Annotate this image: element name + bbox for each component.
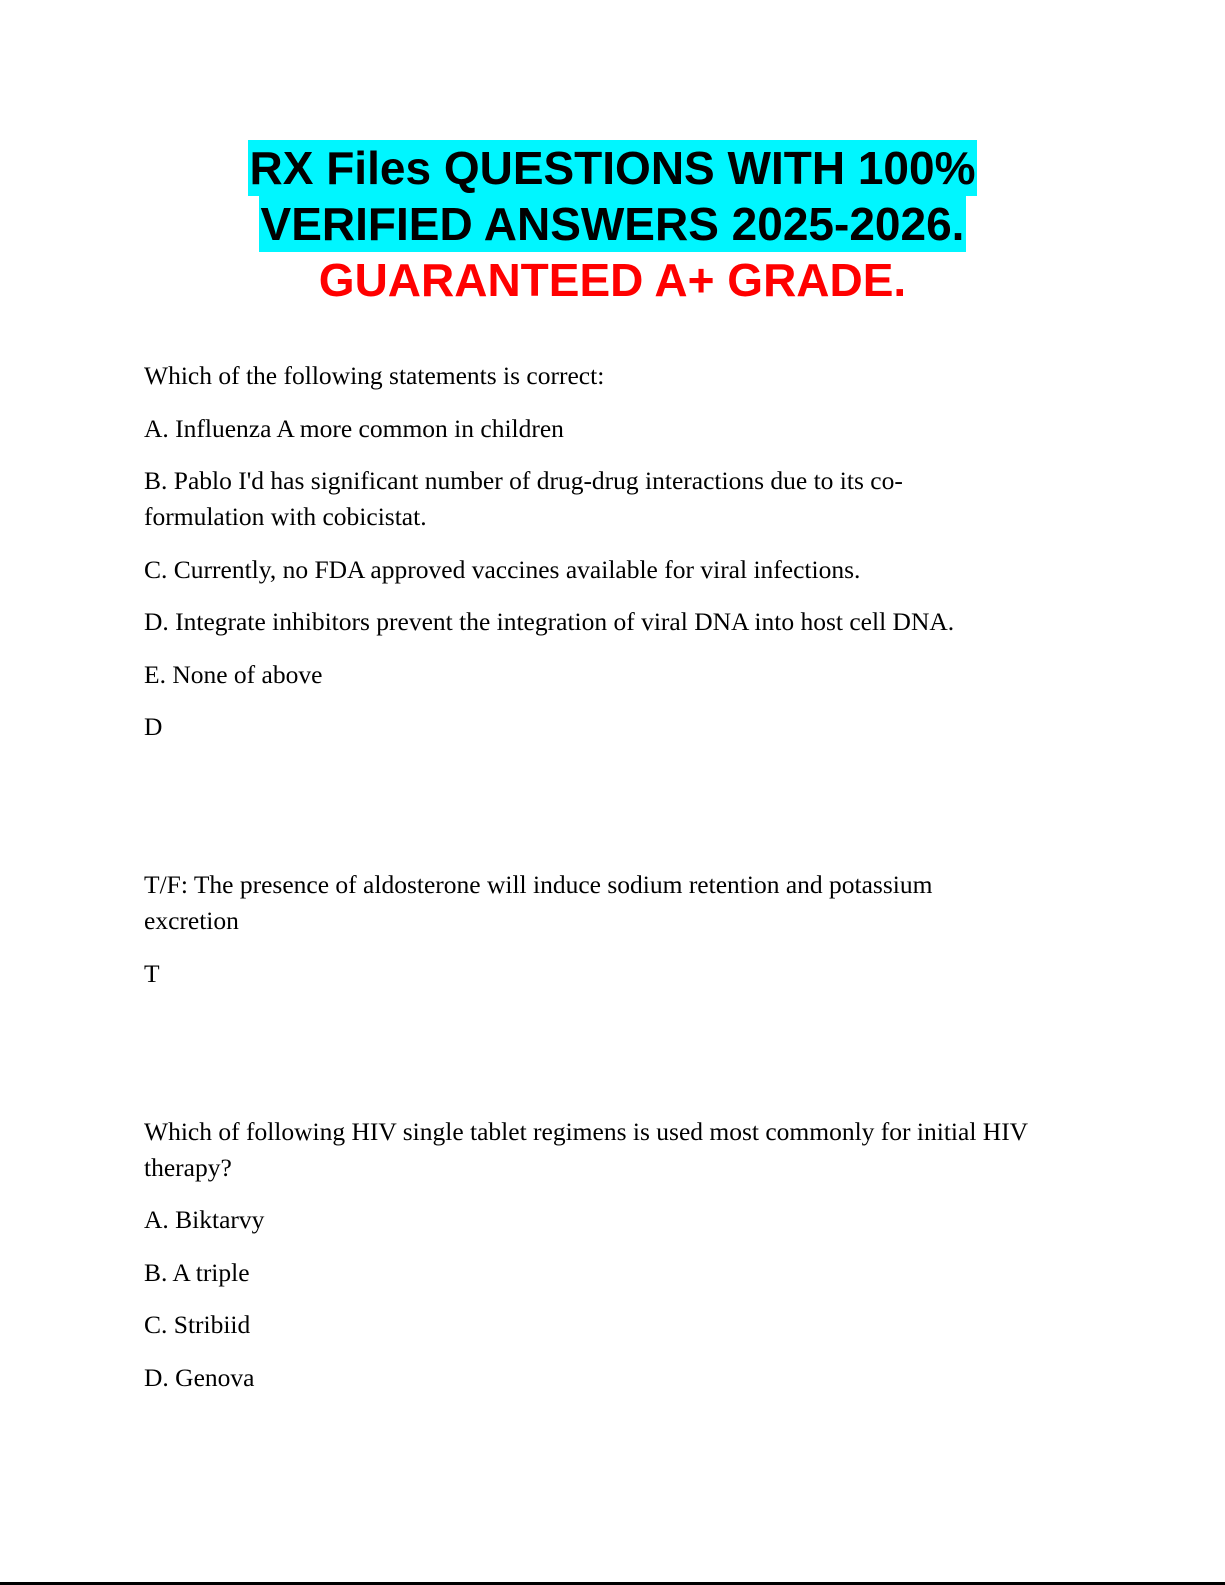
option-text: E. None of above: [144, 660, 323, 689]
option-text: D. Genova: [144, 1363, 255, 1392]
option-text: B. A triple: [144, 1258, 250, 1287]
title-line-3: GUARANTEED A+ GRADE.: [318, 254, 907, 306]
question-1-option-c: [144, 552, 1064, 588]
question-1-answer: [144, 709, 1064, 745]
option-text: D. Integrate inhibitors prevent the integration of viral DNA into host cell DNA.: [144, 607, 955, 636]
title-line-1: RX Files QUESTIONS WITH 100%: [249, 142, 976, 194]
option-text: C. Currently, no FDA approved vaccines available for viral infections.: [144, 555, 861, 584]
option-text: A. Influenza A more common in children: [144, 414, 564, 443]
question-1-option-b: [144, 463, 984, 535]
answer-text: D: [144, 712, 163, 741]
title-line-2: VERIFIED ANSWERS 2025-2026.: [260, 198, 965, 250]
question-1-option-a: [144, 411, 1064, 447]
option-text: C. Stribiid: [144, 1310, 251, 1339]
question-3-option-a: [144, 1202, 1064, 1238]
question-3-option-d: [144, 1360, 1064, 1396]
question-1-option-d: [144, 604, 1144, 640]
answer-text: T: [144, 959, 160, 988]
question-3-prompt: Which of following HIV single tablet regimens is used most commonly for initial HIV therapy?: [144, 1117, 1028, 1182]
question-3: [144, 1114, 1064, 1186]
question-2-answer: [144, 956, 1064, 992]
option-text: B. Pablo I'd has significant number of drug-drug interactions due to its co-formulation with cobicistat.: [144, 466, 903, 531]
question-2-prompt: T/F: The presence of aldosterone will induce sodium retention and potassium excretion: [144, 870, 933, 935]
question-3-option-b: [144, 1255, 1064, 1291]
question-3-option-c: [144, 1307, 1064, 1343]
option-text: A. Biktarvy: [144, 1205, 265, 1234]
document-title: [0, 140, 1225, 308]
question-1-prompt: Which of the following statements is correct:: [144, 361, 605, 390]
question-1: [144, 358, 1064, 394]
question-2: [144, 867, 1024, 939]
question-1-option-e: [144, 657, 1064, 693]
